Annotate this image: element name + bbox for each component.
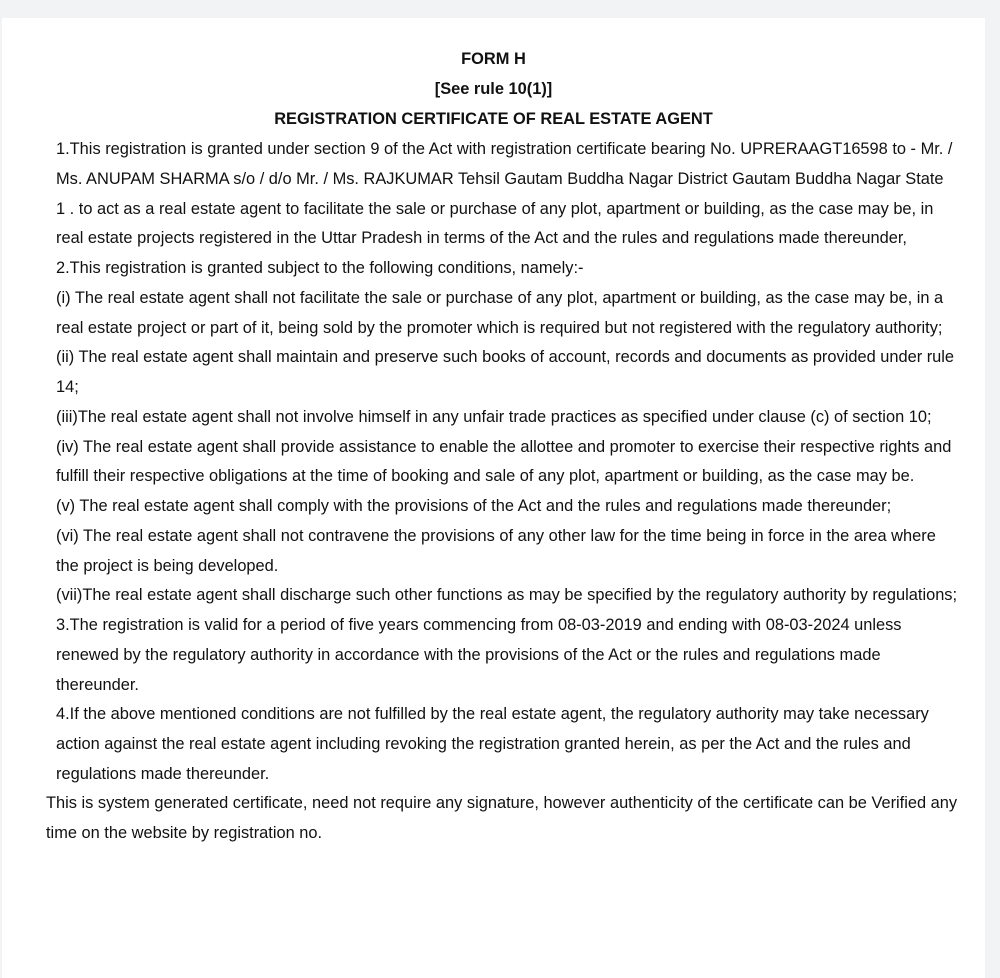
body-line: real estate project or part of it, being sold by the promoter which is required but not registered with the regulatory authority; — [56, 318, 943, 337]
body-line: thereunder. — [56, 675, 139, 694]
footer-line: This is system generated certificate, need not require any signature, however authenticity of the certificate can be Verified any — [46, 794, 958, 812]
body-line: (ii) The real estate agent shall maintain and preserve such books of account, records and documents as provided under rule — [56, 348, 955, 367]
body-line: action against the real estate agent including revoking the registration granted herein, as per the Act and the rules and — [56, 735, 911, 753]
body-line: real estate projects registered in the Uttar Pradesh in terms of the Act and the rules and regulations made thereunder, — [56, 229, 907, 248]
rule-reference: [See rule 10(1)] — [434, 80, 553, 98]
body-line: (iv) The real estate agent shall provide assistance to enable the allottee and promoter to exercise their respective rights and — [56, 437, 952, 456]
body-line: 4.If the above mentioned conditions are not fulfilled by the real estate agent, the regulatory authority may take necessary — [56, 705, 929, 724]
body-line: renewed by the regulatory authority in accordance with the provisions of the Act or the rules and regulations made — [56, 645, 881, 664]
body-line: regulations made thereunder. — [56, 764, 270, 783]
form-label: FORM H — [461, 50, 526, 68]
body-line: (vii)The real estate agent shall discharge such other functions as may be specified by the regulatory authority by regulations; — [56, 586, 958, 605]
certificate-title: REGISTRATION CERTIFICATE OF REAL ESTATE AGENT — [274, 110, 713, 128]
body-line: Ms. ANUPAM SHARMA s/o / d/o Mr. / Ms. RAJKUMAR Tehsil Gautam Buddha Nagar District Gautam Buddha Nagar State — [56, 169, 944, 188]
body-line: (vi) The real estate agent shall not contravene the provisions of any other law for the time being in force in the area where — [56, 526, 936, 545]
body-line: 3.The registration is valid for a period of five years commencing from 08-03-2019 and ending with 08-03-2024 unless — [56, 616, 902, 634]
body-line: (i) The real estate agent shall not facilitate the sale or purchase of any plot, apartment or building, as the case may be, in a — [56, 288, 944, 307]
body-line: (iii)The real estate agent shall not involve himself in any unfair trade practices as specified under clause (c) of section 10; — [56, 407, 932, 426]
body-line: the project is being developed. — [56, 556, 279, 575]
body-line: 2.This registration is granted subject to the following conditions, namely:- — [56, 259, 584, 277]
certificate-page — [2, 18, 985, 978]
footer-line: time on the website by registration no. — [46, 823, 323, 842]
body-line: 1.This registration is granted under section 9 of the Act with registration certificate bearing No. UPRERAAGT16598 to - Mr. / — [56, 140, 953, 158]
body-line: fulfill their respective obligations at the time of booking and sale of any plot, apartment or building, as the case may be. — [56, 467, 915, 486]
body-line: (v) The real estate agent shall comply with the provisions of the Act and the rules and regulations made thereunder; — [56, 497, 892, 515]
body-line: 1 . to act as a real estate agent to facilitate the sale or purchase of any plot, apartment or building, as the case may be, in — [56, 199, 934, 218]
body-line: 14; — [56, 378, 79, 396]
